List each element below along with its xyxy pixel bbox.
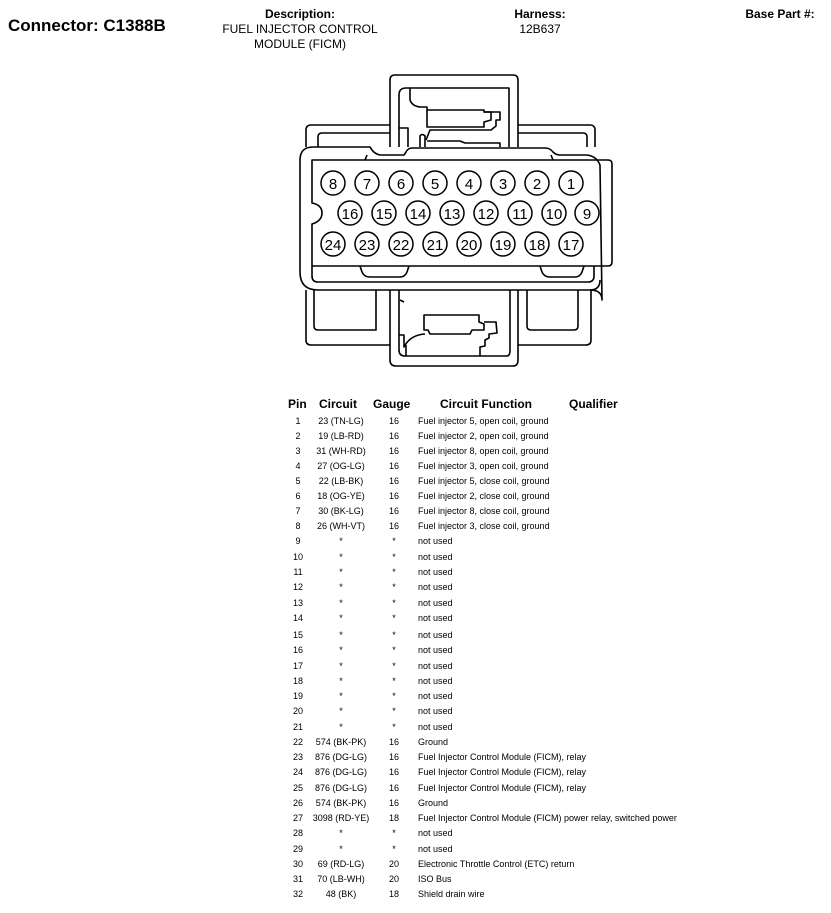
- circuit-cell: 23 (TN-LG): [318, 416, 364, 426]
- svg-text:9: 9: [582, 206, 592, 223]
- pin-cell: 31: [292, 874, 303, 884]
- pin-cell: 30: [292, 859, 303, 869]
- circuit-cell: *: [339, 613, 343, 623]
- pin-cell: 3: [295, 446, 301, 456]
- svg-text:24: 24: [324, 237, 342, 254]
- circuit-cell: *: [339, 828, 343, 838]
- gauge-cell: *: [392, 613, 396, 623]
- circuit-cell: 876 (DG-LG): [314, 752, 367, 762]
- function-cell: not used: [418, 828, 453, 838]
- gauge-cell: *: [392, 552, 396, 562]
- pin-18: [525, 232, 549, 256]
- pin-cell: 4: [295, 461, 301, 471]
- gauge-cell: 20: [388, 874, 399, 884]
- function-cell: Electronic Throttle Control (ETC) return: [418, 859, 575, 869]
- pin-row-2: [338, 201, 599, 225]
- pin-21: [423, 232, 447, 256]
- gauge-cell: 20: [388, 859, 399, 869]
- pin-13: [440, 201, 464, 225]
- circuit-cell: *: [339, 552, 343, 562]
- gauge-cell: 16: [388, 737, 399, 747]
- gauge-cell: *: [392, 661, 396, 671]
- pin-15: [372, 201, 396, 225]
- pin-7: [355, 171, 379, 195]
- pin-17: [559, 232, 583, 256]
- circuit-cell: *: [339, 582, 343, 592]
- header-qualifier: Qualifier: [569, 397, 618, 411]
- header-gauge: Gauge: [373, 397, 411, 411]
- circuit-cell: 876 (DG-LG): [314, 767, 367, 777]
- circuit-cell: *: [339, 722, 343, 732]
- pin-row-3: [321, 232, 583, 256]
- svg-text:10: 10: [545, 206, 563, 223]
- svg-text:21: 21: [426, 237, 444, 254]
- gauge-cell: *: [392, 706, 396, 716]
- circuit-cell: 69 (RD-LG): [317, 859, 365, 869]
- gauge-cell: *: [392, 567, 396, 577]
- connector-face-diagram: [0, 0, 831, 380]
- connector-title: Connector: C1388B: [8, 16, 166, 35]
- pin-3: [491, 171, 515, 195]
- function-cell: ISO Bus: [418, 874, 452, 884]
- pin-cell: 17: [292, 661, 303, 671]
- svg-text:11: 11: [512, 206, 528, 223]
- function-cell: not used: [418, 706, 453, 716]
- function-cell: not used: [418, 567, 453, 577]
- pin-10: [542, 201, 566, 225]
- gauge-cell: *: [392, 722, 396, 732]
- function-cell: Fuel injector 5, open coil, ground: [418, 416, 549, 426]
- pin-cell: 6: [295, 491, 301, 501]
- function-cell: Fuel injector 3, close coil, ground: [418, 521, 550, 531]
- function-cell: not used: [418, 582, 453, 592]
- pin-cell: 9: [295, 536, 301, 546]
- pin-19: [491, 232, 515, 256]
- pin-8: [321, 171, 345, 195]
- svg-text:17: 17: [562, 237, 580, 254]
- top-latch-outer: [390, 75, 518, 147]
- gauge-cell: 16: [388, 446, 399, 456]
- left-wing-bottom: [306, 290, 390, 345]
- gauge-cell: 16: [388, 476, 399, 486]
- pin-24: [321, 232, 345, 256]
- svg-text:16: 16: [341, 206, 359, 223]
- circuit-cell: 48 (BK): [325, 889, 357, 899]
- circuit-cell: 22 (LB-BK): [318, 476, 364, 486]
- gauge-cell: *: [392, 676, 396, 686]
- pin-6: [389, 171, 413, 195]
- gauge-cell: 16: [388, 798, 399, 808]
- gauge-cell: 16: [388, 767, 399, 777]
- gauge-cell: *: [392, 536, 396, 546]
- pin-cell: 1: [295, 416, 301, 426]
- pin-cell: 27: [292, 813, 303, 823]
- circuit-cell: 18 (OG-YE): [317, 491, 365, 501]
- pin-cell: 5: [295, 476, 301, 486]
- pin-22: [389, 232, 413, 256]
- header-circuit: Circuit: [319, 397, 358, 411]
- gauge-cell: 16: [388, 752, 399, 762]
- harness-value: 12B637: [519, 22, 561, 36]
- pin-2: [525, 171, 549, 195]
- circuit-cell: 31 (WH-RD): [316, 446, 366, 456]
- pin-cell: 13: [292, 598, 303, 608]
- svg-text:13: 13: [443, 206, 461, 223]
- top-latch-inner: [399, 88, 509, 147]
- svg-text:1: 1: [566, 176, 576, 193]
- function-cell: Fuel injector 2, open coil, ground: [418, 431, 549, 441]
- bottom-latch-inner: [399, 290, 510, 356]
- pin-cell: 7: [295, 506, 301, 516]
- circuit-cell: 3098 (RD-YE): [312, 813, 370, 823]
- function-cell: Fuel injector 5, close coil, ground: [418, 476, 550, 486]
- description-line-2: MODULE (FICM): [254, 37, 346, 51]
- pin-cell: 28: [292, 828, 303, 838]
- pin-16: [338, 201, 362, 225]
- circuit-cell: 876 (DG-LG): [314, 783, 367, 793]
- circuit-cell: 30 (BK-LG): [318, 506, 364, 516]
- header-circuit-function: Circuit Function: [440, 397, 532, 411]
- pin-cell: 29: [292, 844, 303, 854]
- circuit-cell: 27 (OG-LG): [317, 461, 365, 471]
- function-cell: not used: [418, 691, 453, 701]
- function-cell: not used: [418, 661, 453, 671]
- function-cell: Fuel injector 2, close coil, ground: [418, 491, 550, 501]
- pin-cell: 23: [292, 752, 303, 762]
- function-cell: Fuel injector 8, open coil, ground: [418, 446, 549, 456]
- svg-text:7: 7: [362, 176, 372, 193]
- pin-12: [474, 201, 498, 225]
- circuit-cell: 574 (BK-PK): [315, 798, 367, 808]
- circuit-cell: *: [339, 567, 343, 577]
- function-cell: Fuel Injector Control Module (FICM) power relay, switched power: [418, 813, 677, 823]
- function-cell: Fuel Injector Control Module (FICM), relay: [418, 752, 587, 762]
- pin-cell: 11: [293, 567, 303, 577]
- svg-text:8: 8: [328, 176, 338, 193]
- circuit-cell: *: [339, 844, 343, 854]
- circuit-cell: *: [339, 630, 343, 640]
- pin-cell: 15: [292, 630, 303, 640]
- gauge-cell: 16: [388, 491, 399, 501]
- pin-cell: 32: [292, 889, 303, 899]
- bottom-latch-outer: [390, 290, 518, 366]
- circuit-cell: *: [339, 676, 343, 686]
- header-pin: Pin: [288, 397, 307, 411]
- function-cell: Shield drain wire: [418, 889, 485, 899]
- function-cell: not used: [418, 552, 453, 562]
- pin-23: [355, 232, 379, 256]
- function-cell: not used: [418, 645, 453, 655]
- pin-cell: 12: [292, 582, 303, 592]
- svg-text:22: 22: [392, 237, 410, 254]
- circuit-cell: 70 (LB-WH): [317, 874, 365, 884]
- pin-cell: 2: [295, 431, 301, 441]
- svg-text:19: 19: [494, 237, 512, 254]
- pin-14: [406, 201, 430, 225]
- function-cell: Ground: [418, 737, 449, 747]
- pin-cell: 20: [292, 706, 303, 716]
- base-part-label: Base Part #:: [745, 7, 815, 21]
- circuit-cell: *: [339, 598, 343, 608]
- svg-text:2: 2: [532, 176, 542, 193]
- function-cell: not used: [418, 676, 453, 686]
- gauge-cell: *: [392, 598, 396, 608]
- right-wing-outer: [518, 125, 595, 147]
- svg-text:12: 12: [477, 206, 495, 223]
- pin-11: [508, 201, 532, 225]
- gauge-cell: 16: [388, 506, 399, 516]
- gauge-cell: *: [392, 630, 396, 640]
- gauge-cell: *: [392, 582, 396, 592]
- gauge-cell: 16: [388, 783, 399, 793]
- gauge-cell: 16: [388, 521, 399, 531]
- function-cell: Ground: [418, 798, 449, 808]
- function-cell: Fuel Injector Control Module (FICM), relay: [418, 783, 587, 793]
- svg-text:5: 5: [430, 176, 440, 193]
- gauge-cell: 18: [388, 889, 399, 899]
- pin-20: [457, 232, 481, 256]
- pin-cell: 25: [292, 783, 303, 793]
- harness-label: Harness:: [514, 7, 566, 21]
- gauge-cell: 16: [388, 416, 399, 426]
- svg-text:20: 20: [460, 237, 478, 254]
- circuit-cell: *: [339, 645, 343, 655]
- pin-cell: 14: [292, 613, 303, 623]
- svg-text:4: 4: [464, 176, 474, 193]
- pin-1: [559, 171, 583, 195]
- pin-cell: 18: [292, 676, 303, 686]
- svg-text:23: 23: [358, 237, 376, 254]
- pin-cell: 26: [292, 798, 303, 808]
- gauge-cell: *: [392, 844, 396, 854]
- pin-cell: 8: [295, 521, 301, 531]
- circuit-cell: *: [339, 706, 343, 716]
- gauge-cell: *: [392, 828, 396, 838]
- circuit-cell: 26 (WH-VT): [317, 521, 365, 531]
- function-cell: not used: [418, 722, 453, 732]
- svg-text:3: 3: [498, 176, 508, 193]
- circuit-cell: *: [339, 691, 343, 701]
- pin-4: [457, 171, 481, 195]
- svg-text:6: 6: [396, 176, 406, 193]
- pin-cell: 24: [292, 767, 303, 777]
- svg-text:18: 18: [528, 237, 546, 254]
- function-cell: Fuel Injector Control Module (FICM), relay: [418, 767, 587, 777]
- gauge-cell: 16: [388, 431, 399, 441]
- function-cell: not used: [418, 844, 453, 854]
- pin-5: [423, 171, 447, 195]
- function-cell: not used: [418, 598, 453, 608]
- pin-9: [575, 201, 599, 225]
- function-cell: Fuel injector 8, close coil, ground: [418, 506, 550, 516]
- pin-cell: 16: [292, 645, 303, 655]
- description-line-1: FUEL INJECTOR CONTROL: [222, 22, 378, 36]
- pin-row-1: [321, 171, 583, 195]
- function-cell: not used: [418, 536, 453, 546]
- description-label: Description:: [264, 7, 335, 21]
- gauge-cell: *: [392, 691, 396, 701]
- gauge-cell: 18: [388, 813, 399, 823]
- right-wing-bottom: [518, 290, 591, 345]
- function-cell: Fuel injector 3, open coil, ground: [418, 461, 549, 471]
- gauge-cell: *: [392, 645, 396, 655]
- circuit-cell: *: [339, 536, 343, 546]
- svg-text:15: 15: [375, 206, 393, 223]
- pin-cell: 19: [292, 691, 303, 701]
- circuit-cell: *: [339, 661, 343, 671]
- function-cell: not used: [418, 630, 453, 640]
- svg-text:14: 14: [409, 206, 427, 223]
- circuit-cell: 19 (LB-RD): [318, 431, 364, 441]
- pin-cell: 21: [292, 722, 303, 732]
- circuit-cell: 574 (BK-PK): [315, 737, 367, 747]
- pin-cell: 22: [292, 737, 303, 747]
- function-cell: not used: [418, 613, 453, 623]
- pin-cell: 10: [292, 552, 303, 562]
- gauge-cell: 16: [388, 461, 399, 471]
